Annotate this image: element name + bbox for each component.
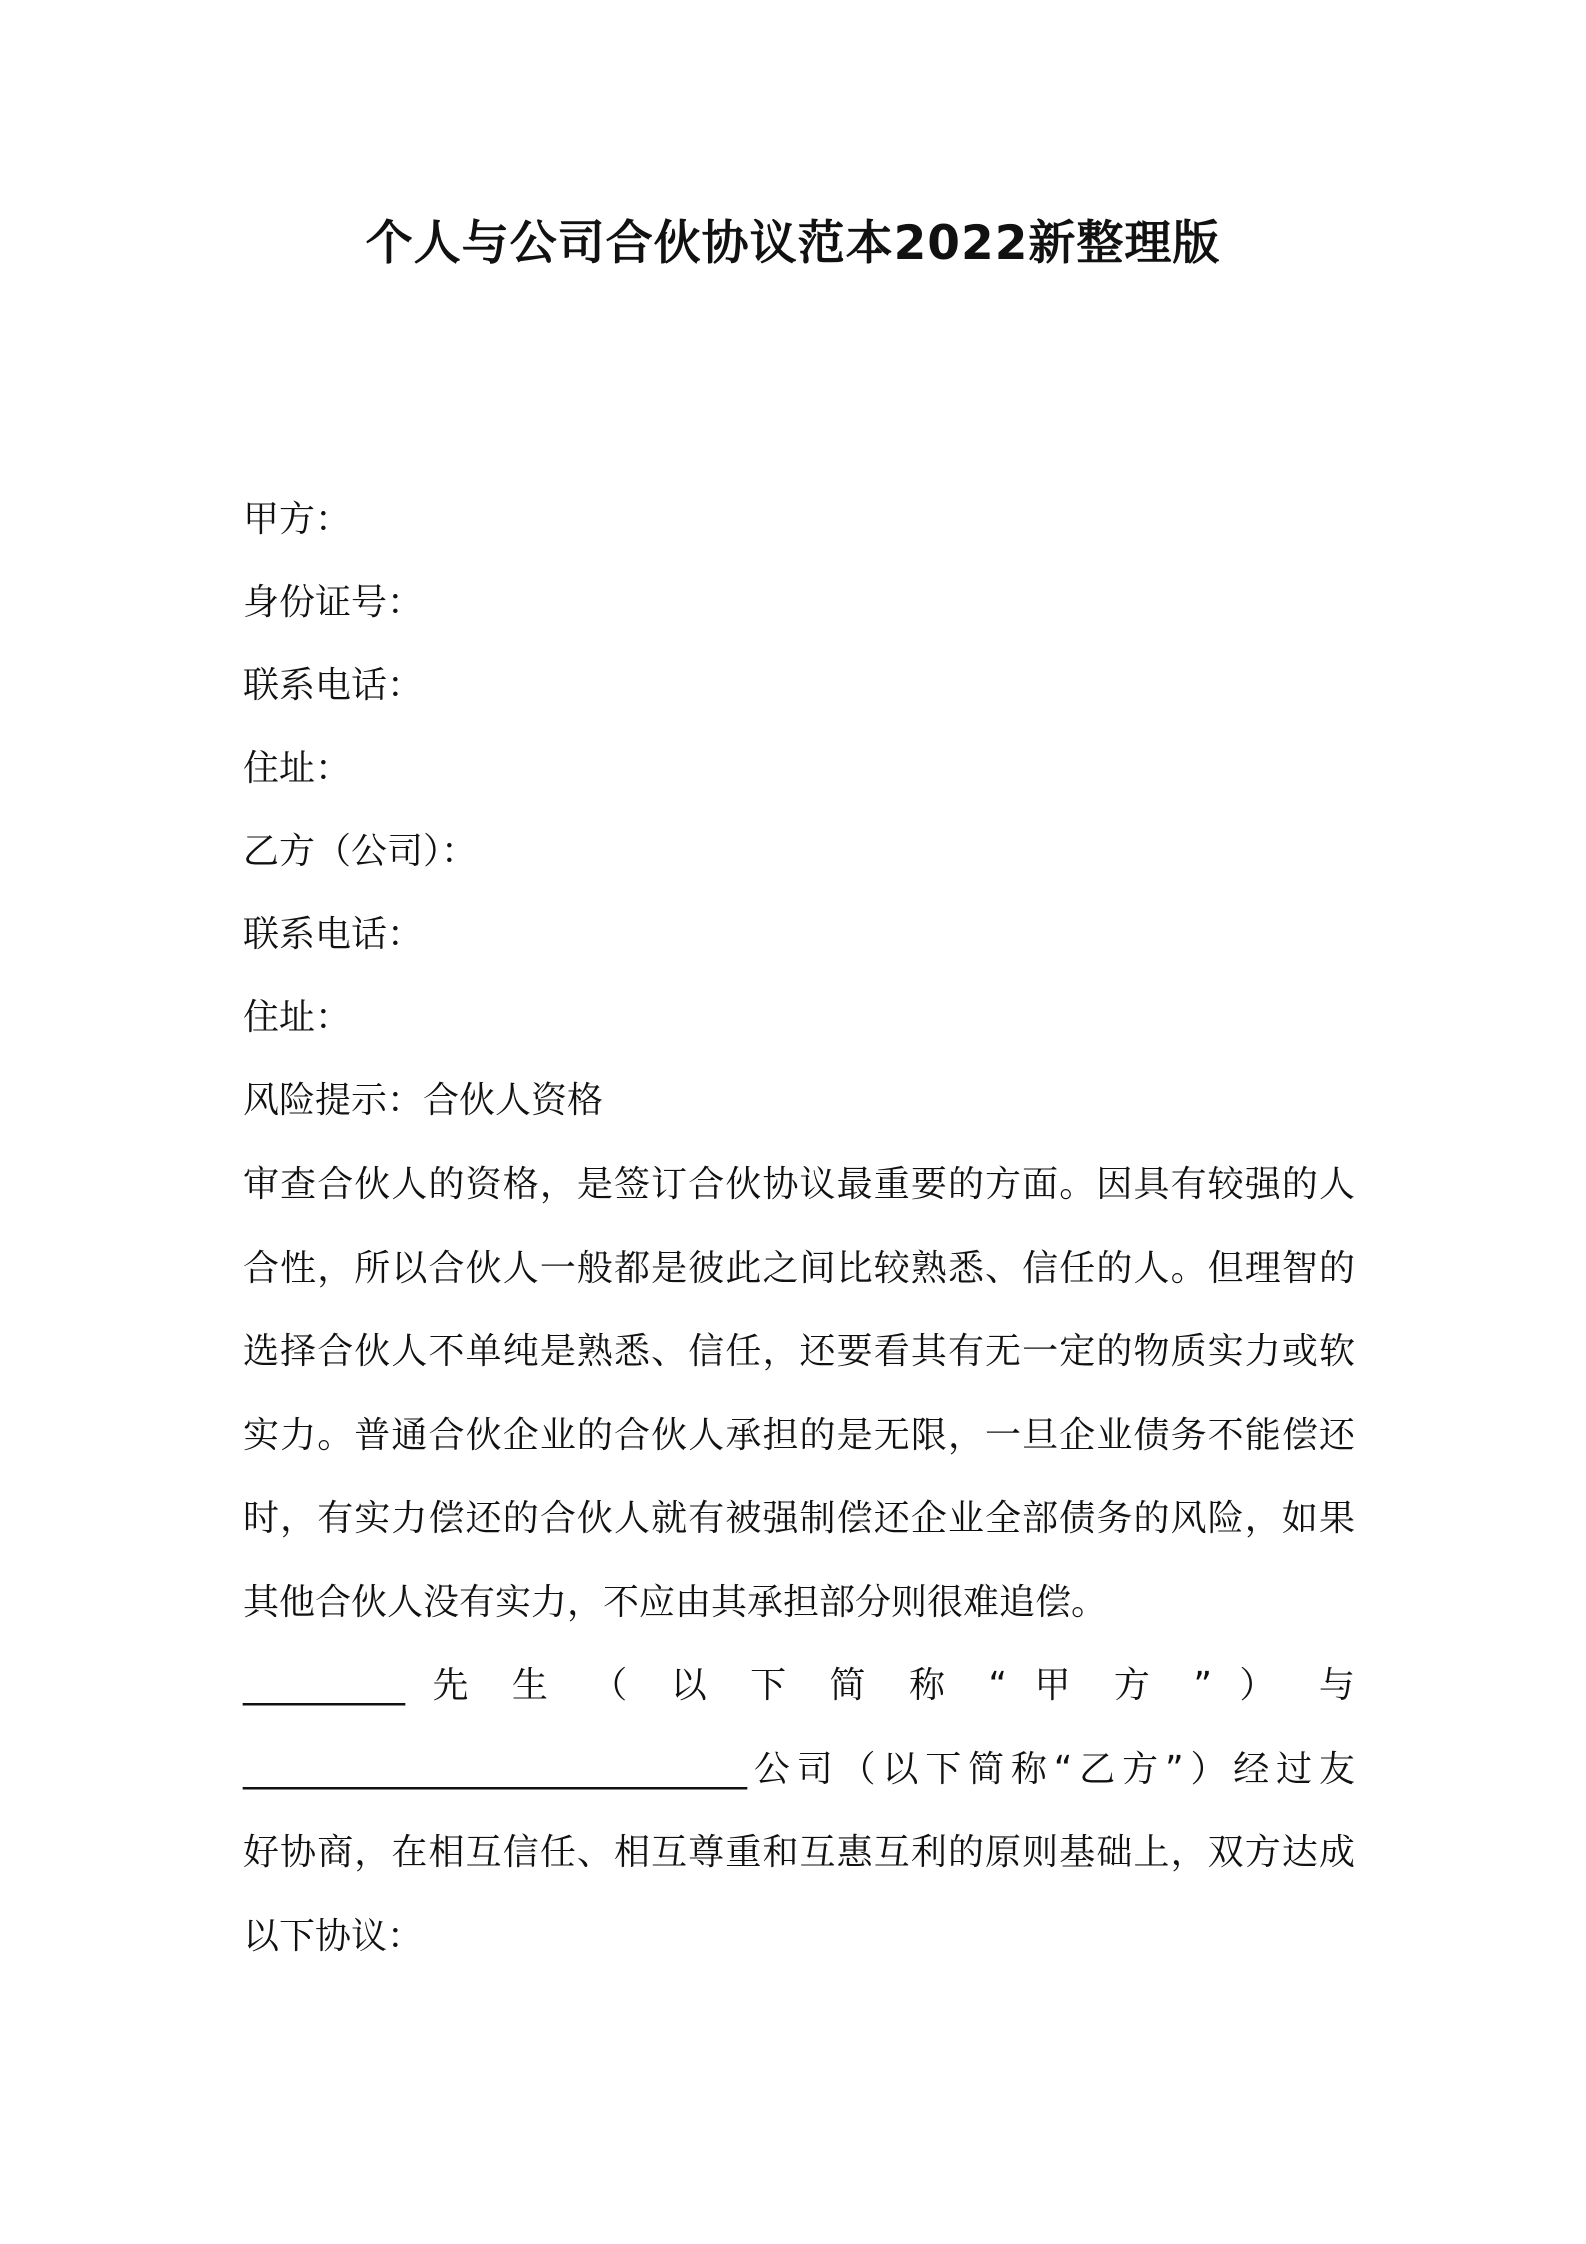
paragraph-line: 审查合伙人的资格，是签订合伙协议最重要的方面。因具有较强的人 [243,1164,1355,1205]
intro-char: ” [1193,1665,1212,1706]
risk-heading: 风险提示：合伙人资格 [243,1080,604,1121]
intro-line: ____________________________公司（以下简称“乙方”）经过友 [243,1748,1355,1790]
party-b-label: 乙方（公司）： [243,831,478,872]
party-a-name-blank: _________ [243,1665,405,1706]
intro-char: 称 [908,1665,961,1706]
intro-paragraph [243,1644,1355,1978]
paragraph-line: 合性，所以合伙人一般都是彼此之间比较熟悉、信任的人。但理智的 [243,1247,1355,1289]
address-label-a: 住址： [243,748,352,789]
intro-char: 先 [432,1665,485,1706]
intro-char: 生 [511,1665,564,1706]
paragraph-line: 实力。普通合伙企业的合伙人承担的是无限，一旦企业债务不能偿还 [243,1414,1355,1456]
paragraph-line: 选择合伙人不单纯是熟悉、信任，还要看其有无一定的物质实力或软 [243,1331,1355,1372]
intro-first-line [243,1644,1355,1728]
intro-char: “ [988,1665,1008,1706]
intro-char: ） [1239,1665,1292,1706]
intro-char: （ [591,1665,644,1706]
phone-label-b: 联系电话： [243,914,424,955]
intro-char: 以 [670,1665,723,1706]
risk-paragraph [243,1143,1355,1644]
intro-char: 下 [750,1665,803,1706]
intro-char: 甲 [1034,1665,1087,1706]
intro-line: 以下协议： [243,1915,424,1957]
paragraph-line: 其他合伙人没有实力，不应由其承担部分则很难追偿。 [243,1581,1108,1623]
id-number-label: 身份证号： [243,582,424,623]
party-a-label: 甲方： [243,499,352,540]
address-label-b: 住址： [243,997,352,1038]
intro-line: 好协商，在相互信任、相互尊重和互惠互利的原则基础上，双方达成 [243,1832,1355,1873]
paragraph-line: 时，有实力偿还的合伙人就有被强制偿还企业全部债务的风险，如果 [243,1498,1355,1539]
intro-char: 方 [1113,1665,1166,1706]
phone-label-a: 联系电话： [243,665,424,706]
intro-char: 与 [1318,1665,1355,1706]
intro-char: 简 [829,1665,882,1706]
document-title: 个人与公司合伙协议范本2022新整理版 [365,216,1221,271]
